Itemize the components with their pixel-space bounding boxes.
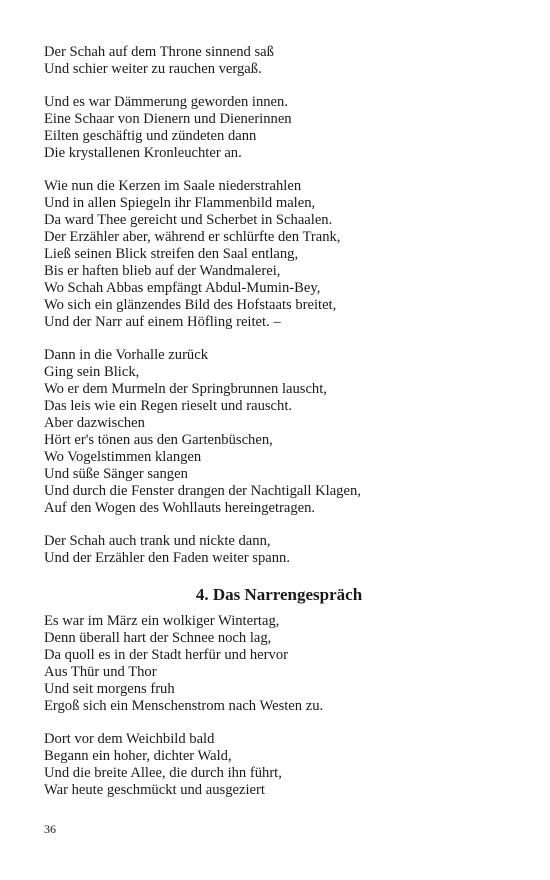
poem-line: Aber dazwischen <box>44 415 145 431</box>
stanza <box>44 178 514 331</box>
poem-line: Es war im März ein wolkiger Wintertag, <box>44 613 280 629</box>
stanza <box>44 44 514 78</box>
page-number: 36 <box>44 822 56 836</box>
poem-line: Wo Schah Abbas empfängt Abdul-Mumin-Bey, <box>44 280 321 296</box>
poem-line: Der Schah auf dem Throne sinnend saß <box>44 44 274 60</box>
poem-line: War heute geschmückt und ausgeziert <box>44 782 265 798</box>
section-heading: 4. Das Narrengespräch <box>195 585 363 604</box>
poem-line: Und durch die Fenster drangen der Nachtigall Klagen, <box>44 483 361 499</box>
poem-line: Begann ein hoher, dichter Wald, <box>44 748 232 764</box>
poem-line: Bis er haften blieb auf der Wandmalerei, <box>44 263 281 279</box>
poem-line: Der Schah auch trank und nickte dann, <box>44 533 271 549</box>
poem-before-heading <box>44 44 514 567</box>
poem-line: Auf den Wogen des Wohllauts hereingetragen. <box>44 500 316 516</box>
poem-line: Und die breite Allee, die durch ihn führt, <box>44 765 282 781</box>
poem-line: Und in allen Spiegeln ihr Flammenbild malen, <box>44 195 316 211</box>
poem-line: Da ward Thee gereicht und Scherbet in Schaalen. <box>44 212 333 228</box>
poem-line: Und der Narr auf einem Höfling reitet. – <box>44 314 281 330</box>
poem-line: Und der Erzähler den Faden weiter spann. <box>44 550 290 566</box>
poem-line: Dann in die Vorhalle zurück <box>44 347 209 363</box>
poem-line: Wo er dem Murmeln der Springbrunnen lauscht, <box>44 381 327 397</box>
stanza <box>44 347 514 517</box>
stanza <box>44 94 514 162</box>
poem-line: Wo Vogelstimmen klangen <box>44 449 202 465</box>
poem-line: Und schier weiter zu rauchen vergaß. <box>44 61 262 77</box>
stanza <box>44 731 514 799</box>
poem-line: Aus Thür und Thor <box>44 664 157 680</box>
poem-line: Eilten geschäftig und zündeten dann <box>44 128 257 144</box>
poem-line: Ließ seinen Blick streifen den Saal entlang, <box>44 246 299 262</box>
poem-line: Ergoß sich ein Menschenstrom nach Westen zu. <box>44 698 324 714</box>
poem-line: Das leis wie ein Regen rieselt und rauscht. <box>44 398 293 414</box>
poem-line: Die krystallenen Kronleuchter an. <box>44 145 242 161</box>
poem-line: Und süße Sänger sangen <box>44 466 188 482</box>
stanza <box>44 613 514 715</box>
poem-line: Da quoll es in der Stadt herfür und hervor <box>44 647 288 663</box>
poem-line: Wo sich ein glänzendes Bild des Hofstaats breitet, <box>44 297 337 313</box>
poem-line: Der Erzähler aber, während er schlürfte den Trank, <box>44 229 341 245</box>
poem-after-heading <box>44 613 514 799</box>
poem-line: Eine Schaar von Dienern und Dienerinnen <box>44 111 292 127</box>
poem-line: Hört er's tönen aus den Gartenbüschen, <box>44 432 273 448</box>
stanza <box>44 533 514 567</box>
poem-line: Und es war Dämmerung geworden innen. <box>44 94 288 110</box>
poem-line: Wie nun die Kerzen im Saale niederstrahlen <box>44 178 302 194</box>
poem-line: Und seit morgens fruh <box>44 681 175 697</box>
poem-line: Dort vor dem Weichbild bald <box>44 731 215 747</box>
poem-line: Ging sein Blick, <box>44 364 140 380</box>
poem-line: Denn überall hart der Schnee noch lag, <box>44 630 272 646</box>
page-body <box>44 44 514 815</box>
